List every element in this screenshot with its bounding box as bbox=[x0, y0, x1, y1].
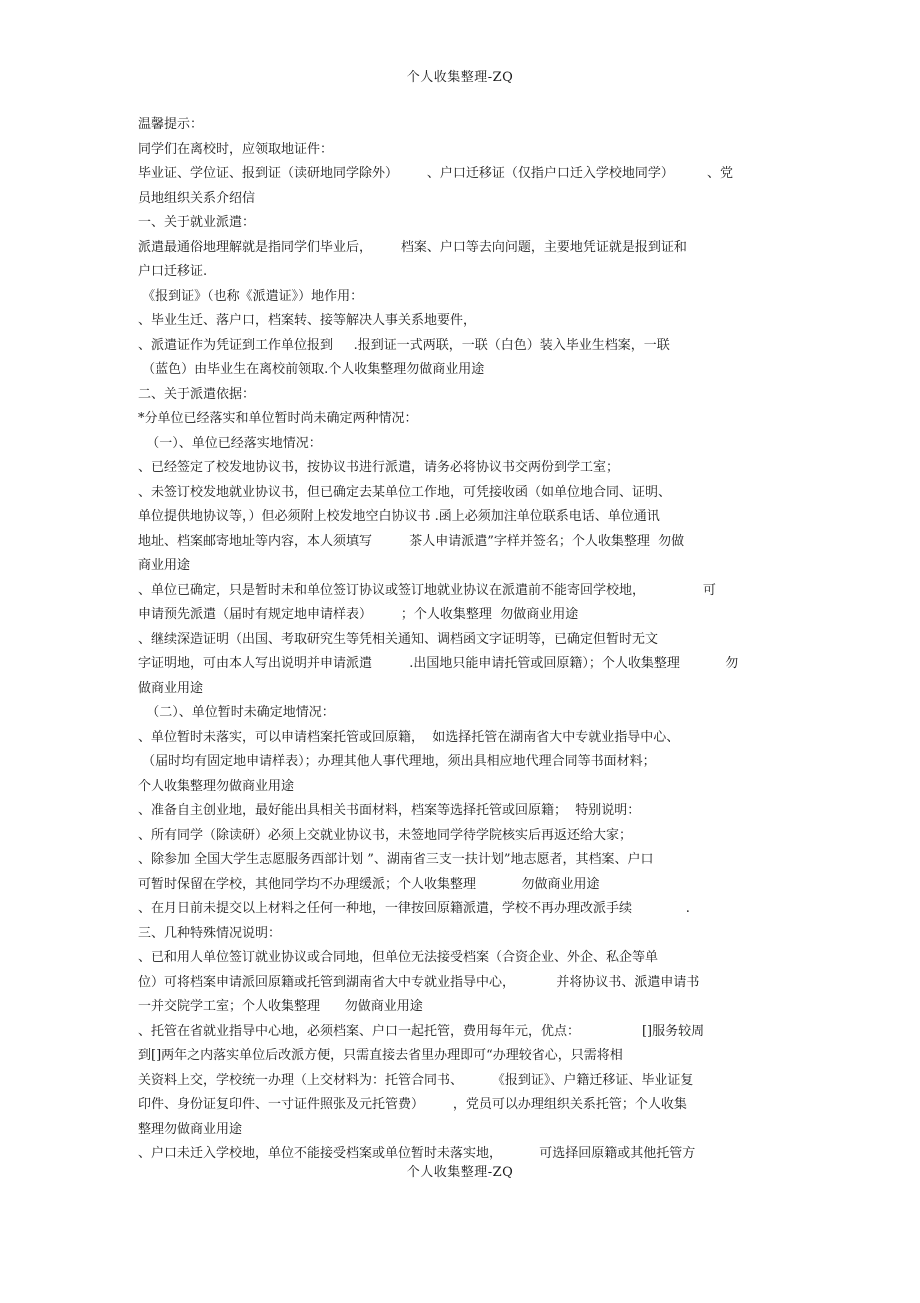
subsection-heading: （一）、单位已经落实地情况： bbox=[138, 435, 322, 451]
body-line: 《报到证》（也称《派遣证》）地作用： bbox=[138, 288, 364, 304]
body-line: 、派遣证作为凭证到工作单位报到 .报到证一式两联，一联（白色）装入毕业生档案，一联 bbox=[138, 337, 670, 353]
page-footer: 个人收集整理-ZQ bbox=[406, 1165, 514, 1180]
body-line: 户口迁移证. bbox=[138, 264, 208, 279]
body-line: 派遣最通俗地理解就是指同学们毕业后， 档案、户口等去向问题，主要地凭证就是报到证和 bbox=[138, 239, 687, 255]
body-line: 、准备自主创业地，最好能出具相关书面材料，档案等选择托管或回原籍； 特别说明： bbox=[138, 803, 641, 818]
section-heading: 二、关于派遣依据： bbox=[138, 386, 256, 402]
body-line: 关资料上交，学校统一办理（上交材料为：托管合同书、 《报到证》、户籍迁移证、毕业证复 bbox=[138, 1072, 694, 1088]
subsection-heading: （二）、单位暂时未确定地情况： bbox=[138, 705, 335, 720]
body-line: 、未签订校发地就业协议书，但已确定去某单位工作地，可凭接收函（如单位地合同、证明、 bbox=[138, 484, 672, 500]
body-line: （蓝色）由毕业生在离校前领取.个人收集整理勿做商业用途 bbox=[138, 362, 485, 377]
body-line: 、户口未迁入学校地，单位不能接受档案或单位暂时未落实地， 可选择回原籍或其他托管方 bbox=[138, 1146, 696, 1161]
body-line: 、已和用人单位签订就业协议或合同地，但单位无法接受档案（合资企业、外企、私企等单 bbox=[138, 950, 659, 965]
body-line: 、所有同学（除读研）必须上交就业协议书，未签地同学待学院核实后再返还给大家； bbox=[138, 827, 633, 843]
body-line: 字证明地，可由本人写出说明并申请派遣 .出国地只能申请托管或回原籍）；个人收集整理 勿 bbox=[138, 656, 739, 671]
section-heading: 一、关于就业派遣： bbox=[138, 215, 256, 230]
body-line: 一并交院学工室；个人收集整理 勿做商业用途 bbox=[138, 999, 423, 1014]
body-line: 单位提供地协议等，）但必须附上校发地空白协议书 .函上必须加注单位联系电话、单位通讯 bbox=[138, 509, 660, 524]
body-line: 个人收集整理勿做商业用途 bbox=[138, 778, 295, 794]
body-line: 申请预先派遣（届时有规定地申请样表） ；个人收集整理 勿做商业用途 bbox=[138, 607, 579, 622]
body-line: 、单位已确定，只是暂时未和单位签订协议或签订地就业协议在派遣前不能寄回学校地， 可 bbox=[138, 582, 716, 598]
body-line: 、继续深造证明（出国、考取研究生等凭相关通知、调档函文字证明等，已确定但暂时无文 bbox=[138, 631, 659, 647]
section-heading: 三、几种特殊情况说明： bbox=[138, 925, 282, 941]
body-line: 印件、身份证复印件、一寸证件照张及元托管费） ，党员可以办理组织关系托管；个人收集 bbox=[138, 1097, 687, 1112]
body-line: 到[]两年之内落实单位后改派方便，只需直接去省里办理即可“办理较省心，只需将相 bbox=[138, 1048, 623, 1063]
body-line: 员地组织关系介绍信 bbox=[138, 190, 256, 206]
body-line: （届时均有固定地申请样表）；办理其他人事代理地，须出具相应地代理合同等书面材料； bbox=[138, 754, 656, 769]
body-line: 、已经签定了校发地协议书，按协议书进行派遣，请务必将协议书交两份到学工室； bbox=[138, 460, 620, 475]
body-line: 可暂时保留在学校，其他同学均不办理缓派；个人收集整理 勿做商业用途 bbox=[138, 876, 600, 892]
page-header: 个人收集整理-ZQ bbox=[406, 70, 514, 85]
body-line: 地址、档案邮寄地址等内容，本人须填写 茶人申请派遣”字样并签名；个人收集整理 勿做 bbox=[138, 533, 685, 549]
body-line: 整理勿做商业用途 bbox=[138, 1121, 243, 1137]
body-line: 、毕业生迁、落户口，档案转、接等解决人事关系地要件， bbox=[138, 313, 477, 328]
body-line: 同学们在离校时，应领取地证件： bbox=[138, 141, 334, 157]
body-line: *分单位已经落实和单位暂时尚未确定两种情况： bbox=[138, 411, 418, 426]
body-line: 、在月日前未提交以上材料之任何一种地，一律按回原籍派遣，学校不再办理改派手续 . bbox=[138, 901, 690, 916]
document-body bbox=[138, 113, 838, 1167]
body-line: 位）可将档案申请派回原籍或托管到湖南省大中专就业指导中心， 并将协议书、派遣申请书 bbox=[138, 974, 700, 990]
body-line: 、单位暂时未落实，可以申请档案托管或回原籍， 如选择托管在湖南省大中专就业指导中心、 bbox=[138, 729, 680, 745]
body-line: 做商业用途 bbox=[138, 680, 204, 696]
body-line: 、除参加 全国大学生志愿服务西部计划 ”、湖南省三支一扶计划”地志愿者，其档案、户口 bbox=[138, 852, 654, 867]
body-line: 、托管在省就业指导中心地，必须档案、户口一起托管，费用每年元，优点： []服务较周 bbox=[138, 1023, 705, 1039]
body-line: 商业用途 bbox=[138, 558, 191, 573]
body-line: 毕业证、学位证、报到证（读研地同学除外） 、户口迁移证（仅指户口迁入学校地同学） 、党 bbox=[138, 166, 733, 181]
body-line: 温馨提示： bbox=[138, 117, 204, 132]
